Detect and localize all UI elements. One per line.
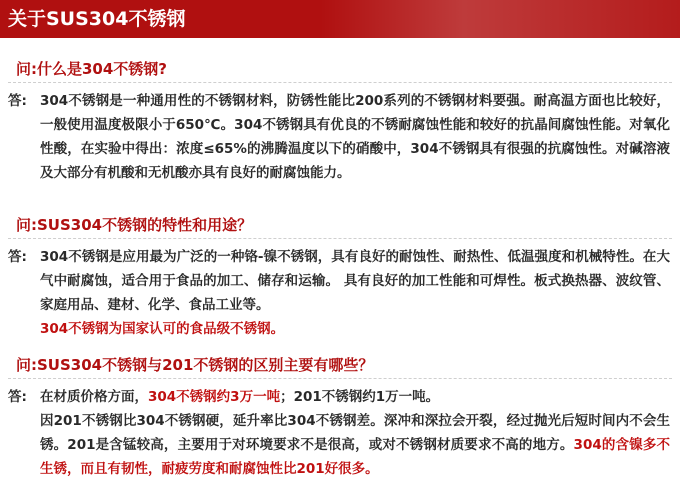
question-prefix: 问: xyxy=(16,356,37,374)
answer-label: 答: xyxy=(8,389,27,405)
answer-3 xyxy=(0,385,680,481)
question-text: 什么是304不锈钢? xyxy=(37,60,168,78)
answer-2 xyxy=(0,245,680,341)
qa-section-2 xyxy=(0,212,680,341)
question-2 xyxy=(8,212,672,239)
question-3 xyxy=(8,352,672,379)
qa-section-1 xyxy=(0,56,680,185)
question-1 xyxy=(8,56,672,83)
answer-highlight: 304的含镍多不生锈，而且有韧性，耐疲劳度和耐腐蚀性比201好很多。 xyxy=(40,437,670,477)
answer-1 xyxy=(0,89,680,185)
header-banner xyxy=(0,0,680,38)
question-prefix: 问: xyxy=(16,216,37,234)
question-text: SUS304不锈钢的特性和用途？ xyxy=(37,216,253,234)
answer-text: 304不锈钢是应用最为广泛的一种铬-镍不锈钢，具有良好的耐蚀性、耐热性、低温强度和机械特性。在大气中耐腐蚀，适合用于食品的加工、储存和运输。 具有良好的加工性能和可焊性。板式换热器、波纹管、家庭用品、建材、化学、食品工业等。 xyxy=(40,249,670,313)
answer-text: 304不锈钢是一种通用性的不锈钢材料，防锈性能比200系列的不锈钢材料要强。耐高温方面也比较好，一般使用温度极限小于650℃。304不锈钢具有优良的不锈耐腐蚀性能和较好的抗晶间腐蚀性能。对氧化性酸，在实验中得出：浓度≤65%的沸腾温度以下的硝酸中，304不锈钢具有很强的抗腐蚀性。对碱溶液及大部分有机酸和无机酸亦具有良好的耐腐蚀能力。 xyxy=(40,93,670,181)
qa-section-3 xyxy=(0,352,680,481)
answer-price-highlight: 304不锈钢约3万一吨 xyxy=(148,389,281,405)
header-stripe xyxy=(320,0,680,38)
answer-text: ；201不锈钢约1万一吨。 xyxy=(280,389,440,405)
question-text: SUS304不锈钢与201不锈钢的区别主要有哪些？ xyxy=(37,356,374,374)
answer-label: 答: xyxy=(8,249,27,265)
answer-highlight: 304不锈钢为国家认可的食品级不锈钢。 xyxy=(40,321,285,337)
answer-text: 因201不锈钢比304不锈钢硬，延升率比304不锈钢差。深冲和深拉会开裂，经过抛光后短时间内不会生锈。201是含锰较高，主要用于对环境要求不是很高，或对不锈钢材质要求不高的地方。 xyxy=(40,413,670,453)
answer-line-1 xyxy=(40,385,670,409)
answer-paragraph-2 xyxy=(40,409,670,481)
answer-text: 在材质价格方面， xyxy=(40,389,148,405)
answer-label: 答: xyxy=(8,93,27,109)
question-prefix: 问: xyxy=(16,60,37,78)
page-title: 关于SUS304不锈钢 xyxy=(8,8,186,30)
